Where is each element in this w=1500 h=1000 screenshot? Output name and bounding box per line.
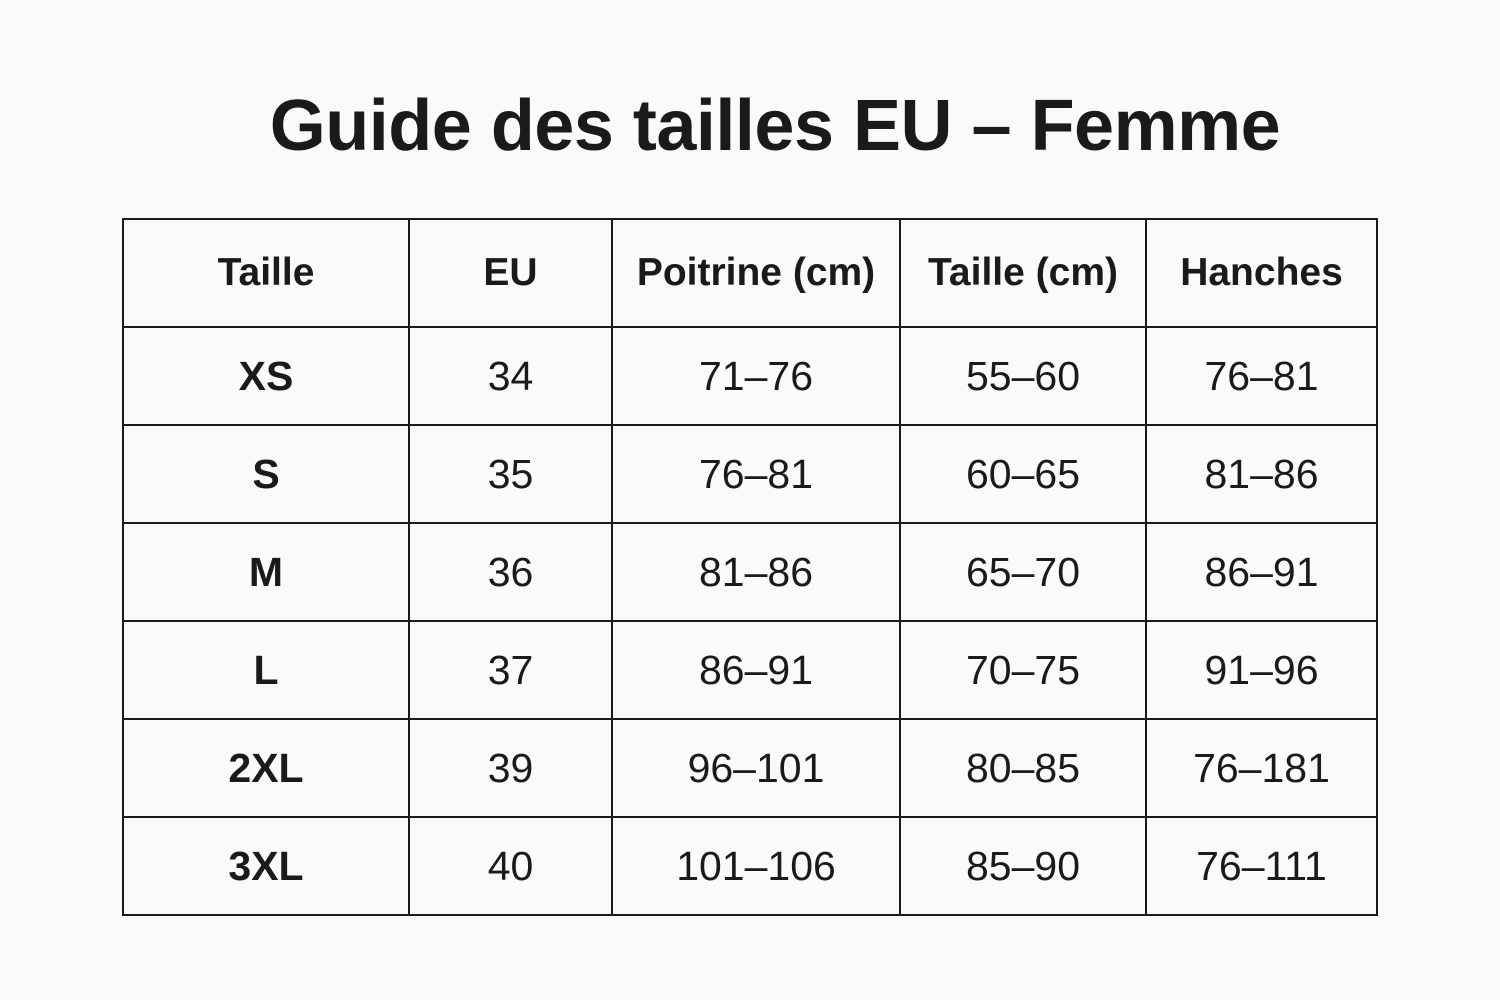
table-row (123, 327, 1377, 425)
hips-range: 76–181 (1146, 719, 1377, 817)
table-header-row (123, 219, 1377, 327)
header-poitrine: Poitrine (cm) (612, 219, 900, 327)
eu-size: 40 (409, 817, 612, 915)
size-label: 2XL (123, 719, 409, 817)
table-row (123, 425, 1377, 523)
chest-range: 71–76 (612, 327, 900, 425)
hips-range: 76–81 (1146, 327, 1377, 425)
size-chart-table (122, 218, 1378, 916)
header-hanches: Hanches (1146, 219, 1377, 327)
waist-range: 80–85 (900, 719, 1146, 817)
hips-range: 76–111 (1146, 817, 1377, 915)
chest-range: 81–86 (612, 523, 900, 621)
chest-range: 101–106 (612, 817, 900, 915)
size-label: 3XL (123, 817, 409, 915)
eu-size: 37 (409, 621, 612, 719)
waist-range: 55–60 (900, 327, 1146, 425)
waist-range: 60–65 (900, 425, 1146, 523)
size-label: XS (123, 327, 409, 425)
waist-range: 85–90 (900, 817, 1146, 915)
chest-range: 96–101 (612, 719, 900, 817)
table-row (123, 621, 1377, 719)
eu-size: 39 (409, 719, 612, 817)
page-title: Guide des tailles EU – Femme (269, 86, 1281, 166)
size-label: M (123, 523, 409, 621)
hips-range: 86–91 (1146, 523, 1377, 621)
table-row (123, 817, 1377, 915)
hips-range: 91–96 (1146, 621, 1377, 719)
eu-size: 34 (409, 327, 612, 425)
eu-size: 35 (409, 425, 612, 523)
waist-range: 65–70 (900, 523, 1146, 621)
chest-range: 86–91 (612, 621, 900, 719)
table-row (123, 523, 1377, 621)
header-taille-cm: Taille (cm) (900, 219, 1146, 327)
header-taille: Taille (123, 219, 409, 327)
eu-size: 36 (409, 523, 612, 621)
waist-range: 70–75 (900, 621, 1146, 719)
header-eu: EU (409, 219, 612, 327)
hips-range: 81–86 (1146, 425, 1377, 523)
chest-range: 76–81 (612, 425, 900, 523)
table-row (123, 719, 1377, 817)
size-label: L (123, 621, 409, 719)
size-label: S (123, 425, 409, 523)
